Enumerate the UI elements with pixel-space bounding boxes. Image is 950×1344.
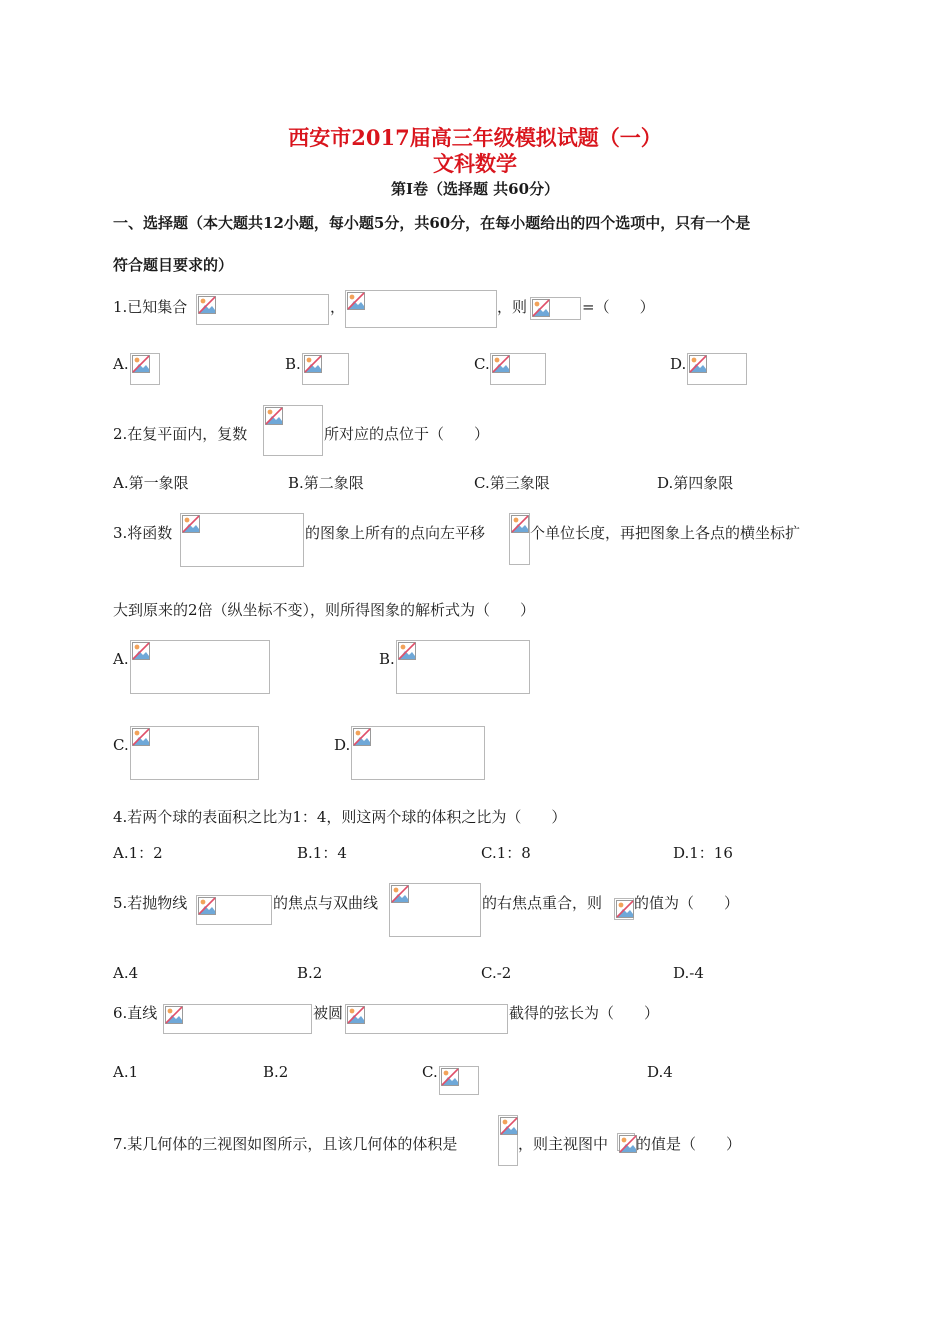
q7-tail: 的值是（ ） xyxy=(636,1135,742,1153)
q1-option-a: A. xyxy=(113,355,129,373)
q6-option-a: A.1 xyxy=(113,1063,139,1081)
broken-image-icon xyxy=(265,407,283,425)
broken-image-icon xyxy=(132,642,150,660)
broken-image-icon xyxy=(198,897,216,915)
q5-option-a: A.4 xyxy=(113,964,139,982)
q2-option-c: C.第三象限 xyxy=(474,474,550,492)
q1-then: ，则 xyxy=(497,298,528,316)
q3-option-d: D. xyxy=(334,736,351,754)
q1-option-a-image xyxy=(130,353,160,385)
q1-option-c: C. xyxy=(474,355,490,373)
q2-image-complex xyxy=(263,405,323,456)
q1-option-c-image xyxy=(490,353,546,385)
q6-option-c: C. xyxy=(422,1063,438,1081)
broken-image-icon xyxy=(165,1006,183,1024)
q5-image-parabola xyxy=(196,895,272,925)
q3-option-c-image xyxy=(130,726,259,780)
q6-image-circle xyxy=(345,1004,508,1034)
q5-mid2: 的右焦点重合，则 xyxy=(482,894,603,912)
q1-option-d-image xyxy=(687,353,747,385)
page-subtitle: 文科数学 xyxy=(433,151,517,176)
q1-image-set-a xyxy=(196,294,329,325)
q7-text: 7.某几何体的三视图如图所示，且该几何体的体积是 xyxy=(113,1135,458,1153)
broken-image-icon xyxy=(441,1068,459,1086)
q4-option-b: B.1：4 xyxy=(297,844,347,862)
q3-image-shift xyxy=(509,513,530,565)
q3-option-b: B. xyxy=(379,650,395,668)
q3-option-a: A. xyxy=(113,650,129,668)
broken-image-icon xyxy=(347,1006,365,1024)
q3-option-a-image xyxy=(130,640,270,694)
broken-image-icon xyxy=(198,296,216,314)
broken-image-icon xyxy=(182,515,200,533)
q6-text: 6.直线 xyxy=(113,1004,158,1022)
q7-image-variable xyxy=(617,1133,635,1151)
q1-comma: ， xyxy=(330,298,346,316)
q5-text: 5.若抛物线 xyxy=(113,894,188,912)
q6-option-d: D.4 xyxy=(647,1063,673,1081)
q5-mid: 的焦点与双曲线 xyxy=(273,894,379,912)
q6-tail: 截得的弦长为（ ） xyxy=(509,1004,660,1022)
q2-text: 2.在复平面内，复数 xyxy=(113,425,248,443)
q5-option-c: C.-2 xyxy=(481,964,512,982)
section-heading-line2: 符合题目要求的） xyxy=(113,256,234,274)
broken-image-icon xyxy=(132,728,150,746)
q6-mid: 被圆 xyxy=(313,1004,344,1022)
q1-text: 1.已知集合 xyxy=(113,298,188,316)
q5-image-hyperbola xyxy=(389,883,481,937)
q6-image-line xyxy=(163,1004,312,1034)
broken-image-icon xyxy=(500,1117,518,1135)
q4-text: 4.若两个球的表面积之比为1：4，则这两个球的体积之比为（ ） xyxy=(113,808,567,826)
broken-image-icon xyxy=(511,515,529,533)
broken-image-icon xyxy=(391,885,409,903)
q3-option-b-image xyxy=(396,640,530,694)
q5-option-b: B.2 xyxy=(297,964,323,982)
part-heading: 第Ⅰ卷（选择题 共60分） xyxy=(390,180,560,198)
q6-option-b: B.2 xyxy=(263,1063,289,1081)
broken-image-icon xyxy=(398,642,416,660)
q7-image-volume xyxy=(498,1115,518,1166)
q3-tail: 个单位长度，再把图象上各点的横坐标扩 xyxy=(530,524,801,542)
q3-option-d-image xyxy=(351,726,485,780)
q1-image-expression xyxy=(530,297,581,320)
broken-image-icon xyxy=(532,299,550,317)
broken-image-icon xyxy=(619,1135,637,1153)
page-title: 西安市2017届高三年级模拟试题（一） xyxy=(288,125,662,150)
broken-image-icon xyxy=(689,355,707,373)
q2-option-b: B.第二象限 xyxy=(288,474,364,492)
q3-option-c: C. xyxy=(113,736,129,754)
broken-image-icon xyxy=(304,355,322,373)
q4-option-c: C.1：8 xyxy=(481,844,531,862)
q1-option-b: B. xyxy=(285,355,301,373)
q7-mid: ，则主视图中 xyxy=(518,1135,609,1153)
q3-line2: 大到原来的2倍（纵坐标不变），则所得图象的解析式为（ ） xyxy=(113,601,536,619)
broken-image-icon xyxy=(132,355,150,373)
broken-image-icon xyxy=(492,355,510,373)
q1-option-d: D. xyxy=(670,355,687,373)
q1-image-set-b xyxy=(345,290,497,328)
q4-option-d: D.1：16 xyxy=(673,844,733,862)
q2-option-a: A.第一象限 xyxy=(113,474,189,492)
q5-tail: 的值为（ ） xyxy=(634,894,740,912)
q3-mid: 的图象上所有的点向左平移 xyxy=(305,524,486,542)
broken-image-icon xyxy=(616,900,634,918)
q2-option-d: D.第四象限 xyxy=(657,474,734,492)
q2-tail: 所对应的点位于（ ） xyxy=(324,425,490,443)
section-heading-line1: 一、选择题（本大题共12小题，每小题5分，共60分，在每小题给出的四个选项中，只有一个是 xyxy=(113,214,751,232)
q6-option-c-image xyxy=(439,1066,479,1095)
q5-image-variable xyxy=(614,898,634,920)
q1-option-b-image xyxy=(302,353,349,385)
q5-option-d: D.-4 xyxy=(673,964,704,982)
q3-text: 3.将函数 xyxy=(113,524,173,542)
q1-tail: =（ ） xyxy=(582,298,655,316)
broken-image-icon xyxy=(347,292,365,310)
q3-image-function xyxy=(180,513,304,567)
broken-image-icon xyxy=(353,728,371,746)
q4-option-a: A.1：2 xyxy=(113,844,163,862)
